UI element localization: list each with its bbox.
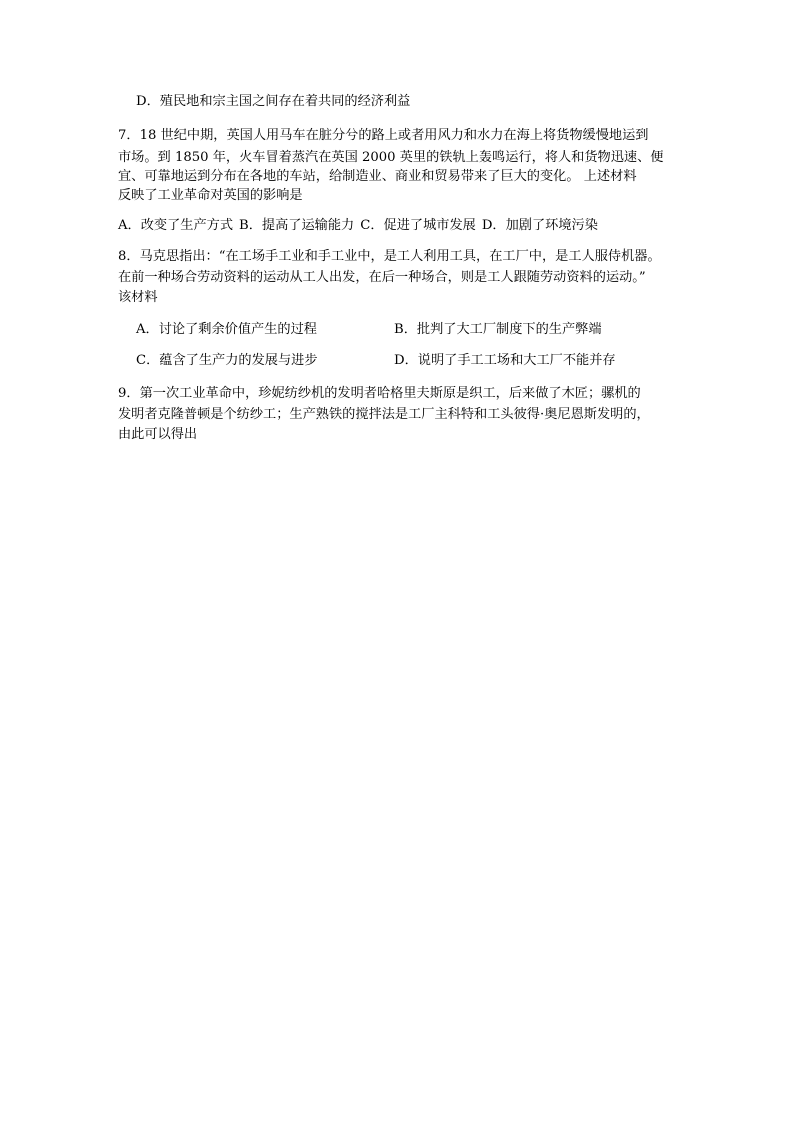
q9-stem-line-3: 由此可以得出 [118,427,198,442]
q7-option-a: A．改变了生产方式 [118,218,234,233]
q7-option-d: D．加剧了环境污染 [481,218,598,233]
q9-stem-line-1: 9．第一次工业革命中，珍妮纺纱机的发明者哈格里夫斯原是织工，后来做了木匠；骡机的 [118,386,641,401]
q7-stem-line-3: 宜、可靠地运到分布在各地的车站，给制造业、商业和贸易带来了巨大的变化。 上述材料 [118,169,637,184]
q8-option-c: C．蕴含了生产力的发展与进步 [136,353,318,368]
q8-option-b: B．批判了大工厂制度下的生产弊端 [394,322,602,337]
q7-options-row [118,216,604,236]
q7-stem-line-2: 市场。到 1850 年，火车冒着蒸汽在英国 2000 英里的铁轨上轰鸣运行，将人和货物迅速、便 [118,150,664,165]
q8-stem-line-3: 该材料 [118,290,158,305]
q7-stem-line-1: 7．18 世纪中期，英国人用马车在脏分兮的路上或者用风力和水力在海上将货物缓慢地运到 [118,128,649,143]
q8-stem-line-1: 8．马克思指出：“在工场手工业和手工业中，是工人利用工具，在工厂中，是工人服侍机器。 [118,249,661,264]
q7-option-c: C．促进了城市发展 [360,218,476,233]
q7-stem-line-4: 反映了工业革命对英国的影响是 [118,188,303,203]
q7-option-b: B．提高了运输能力 [239,218,355,233]
q8-option-a: A．讨论了剩余价值产生的过程 [136,322,317,337]
q6-option-d: D．殖民地和宗主国之间存在着共同的经济利益 [136,94,411,109]
q8-stem-line-2: 在前一种场合劳动资料的运动从工人出发，在后一种场合，则是工人跟随劳动资料的运动。” [118,270,646,285]
q9-stem-line-2: 发明者克隆普顿是个纺纱工；生产熟铁的搅拌法是工厂主科特和工头彼得·奥尼恩斯发明的， [118,407,650,422]
q8-option-d: D．说明了手工工场和大工厂不能并存 [394,353,616,368]
